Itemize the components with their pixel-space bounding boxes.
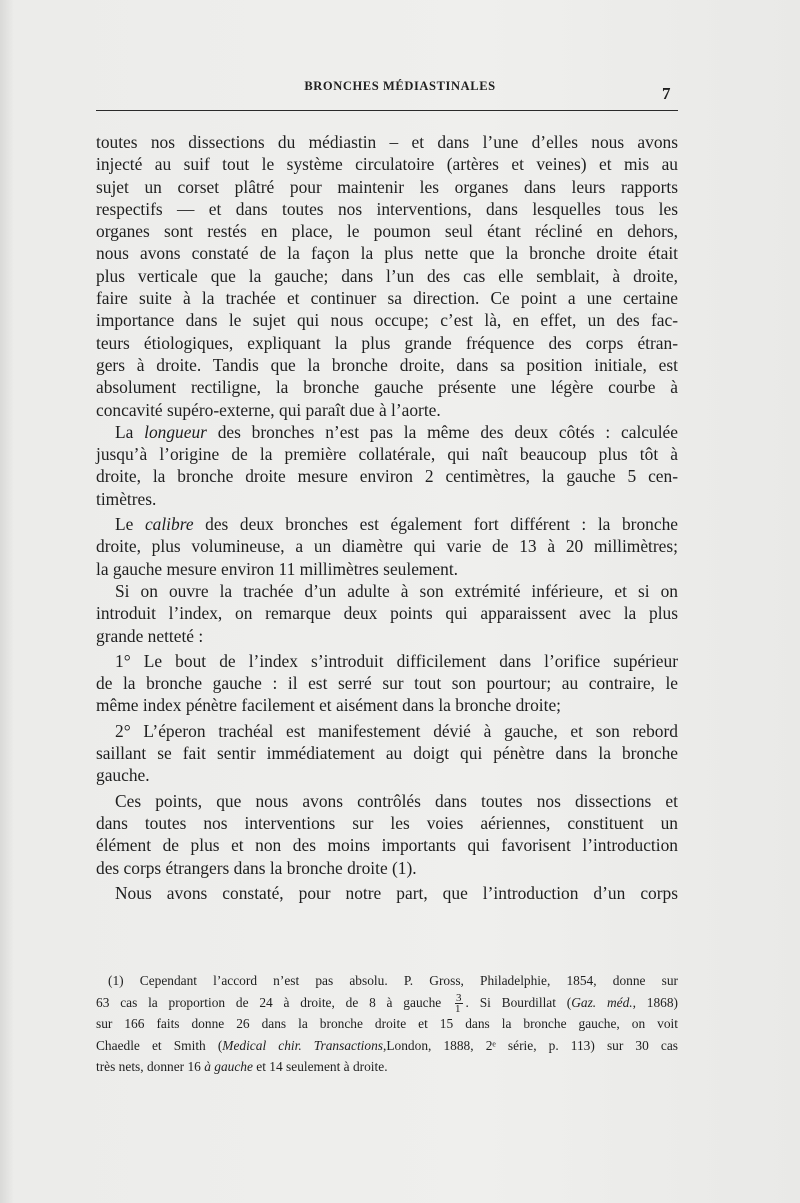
text-line: Si on ouvre la trachée d’un adulte à son extrémité inférieure, et si on — [115, 580, 678, 601]
italic-journal: Gaz. méd. — [571, 994, 633, 1010]
text-span: ,London, 1888, 2ᵉ série, p. 113) sur 30 cas — [383, 1037, 678, 1053]
text-line: introduit l’index, on remarque deux points qui apparaissent avec la plus — [96, 603, 678, 624]
paragraph-calibre-line — [96, 513, 678, 535]
text-line: 2° L’éperon trachéal est manifestement dévié à gauche, et son rebord — [115, 720, 678, 741]
italic-journal: Medical chir. Transactions — [222, 1037, 384, 1053]
text-line: absolument rectiligne, la bronche gauche présente une légère courbe à — [96, 377, 678, 398]
footnote — [96, 970, 678, 1078]
text-line: Ces points, que nous avons contrôlés dans toutes nos dissections et — [115, 790, 678, 811]
text-line: sujet un corset plâtré pour maintenir les organes dans leurs rapports — [96, 176, 678, 197]
text-line: respectifs — et dans toutes nos interventions, dans lesquelles tous les — [96, 198, 678, 219]
text-line: même index pénètre facilement et aisément dans la bronche droite; — [96, 695, 562, 716]
footnote-line — [96, 1056, 678, 1078]
text-line: Nous avons constaté, pour notre part, que l’introduction d’un corps — [115, 882, 678, 903]
fraction — [455, 993, 463, 1014]
main-text — [96, 131, 678, 904]
text-span: des bronches n’est pas la même des deux côtés : calculée — [206, 421, 678, 442]
fraction-numerator: 3 — [456, 991, 462, 1004]
text-span: . Si Bourdillat ( — [465, 994, 572, 1010]
text-span: 63 cas la proportion de 24 à droite, de 8 à gauche — [96, 994, 442, 1010]
text-line: 1° Le bout de l’index s’introduit difficilement dans l’orifice supérieur — [115, 650, 678, 671]
footnote-line: sur 166 faits donne 26 dans la bronche droite et 15 dans la bronche gauche, on voit — [96, 1016, 678, 1031]
italic-term: calibre — [144, 514, 194, 535]
text-line: plus verticale que la gauche; dans l’un des cas elle semblait, à droite, — [96, 265, 678, 286]
text-line: grande netteté : — [96, 625, 204, 646]
text-span: Chaedle et Smith ( — [96, 1037, 223, 1053]
fraction-denominator: 1 — [455, 1002, 461, 1015]
text-line: de la bronche gauche : il est serré sur tout son pourtour; au contraire, le — [96, 673, 678, 694]
text-line: gauche. — [96, 765, 150, 786]
text-line: organes sont restés en place, le poumon seul étant récliné en dehors, — [96, 221, 678, 242]
paragraph-longueur-line — [96, 421, 678, 443]
text-span: très nets, donner 16 — [96, 1059, 205, 1074]
text-line: élément de plus et non des moins importants qui favorisent l’introduction — [96, 835, 678, 856]
footnote-line — [96, 1035, 678, 1057]
text-line: faire suite à la trachée et continuer sa direction. Ce point a une certaine — [96, 288, 678, 309]
text-line: nous avons constaté de la façon la plus nette que la bronche droite était — [96, 243, 678, 264]
text-span: des deux bronches est également fort différent : la bronche — [193, 514, 678, 535]
text-span: et 14 seulement à droite. — [252, 1059, 388, 1074]
footnote-line: (1) Cependant l’accord n’est pas absolu. P. Gross, Philadelphie, 1854, donne sur — [108, 973, 678, 988]
footnote-line — [96, 992, 678, 1014]
text-line: jusqu’à l’origine de la première collatérale, qui naît beaucoup plus tôt à — [96, 444, 678, 465]
header-rule — [96, 110, 678, 111]
text-line: timètres. — [96, 488, 157, 509]
text-line: importance dans le sujet qui nous occupe; c’est là, en effet, un des fac- — [96, 310, 678, 331]
page-number: 7 — [662, 84, 671, 103]
text-span: La — [115, 421, 145, 442]
text-line: teurs étiologiques, expliquant la plus grande fréquence des corps étran- — [96, 332, 678, 353]
text-line: des corps étrangers dans la bronche droite (1). — [96, 857, 417, 878]
text-span: , 1868) — [632, 994, 679, 1010]
running-header: BRONCHES MÉDIASTINALES — [304, 79, 496, 93]
text-line: concavité supéro-externe, qui paraît due à l’aorte. — [96, 399, 441, 420]
text-line: toutes nos dissections du médiastin – et dans l’une d’elles nous avons — [96, 132, 678, 152]
text-line: droite, la bronche droite mesure environ 2 centimètres, la gauche 5 cen- — [96, 466, 678, 487]
text-line: la gauche mesure environ 11 millimètres seulement. — [96, 558, 459, 579]
text-line: saillant se fait sentir immédiatement au doigt qui pénètre dans la bronche — [96, 743, 678, 764]
text-line: gers à droite. Tandis que la bronche droite, dans sa position initiale, est — [96, 354, 678, 375]
italic-term: longueur — [144, 421, 207, 442]
italic-term: à gauche — [204, 1059, 253, 1074]
text-line: droite, plus volumineuse, a un diamètre qui varie de 13 à 20 millimètres; — [96, 536, 678, 557]
text-span: Le — [115, 514, 145, 535]
text-line: dans toutes nos interventions sur les voies aériennes, constituent un — [96, 812, 678, 833]
text-line: injecté au suif tout le système circulatoire (artères et veines) et mis au — [96, 154, 678, 175]
